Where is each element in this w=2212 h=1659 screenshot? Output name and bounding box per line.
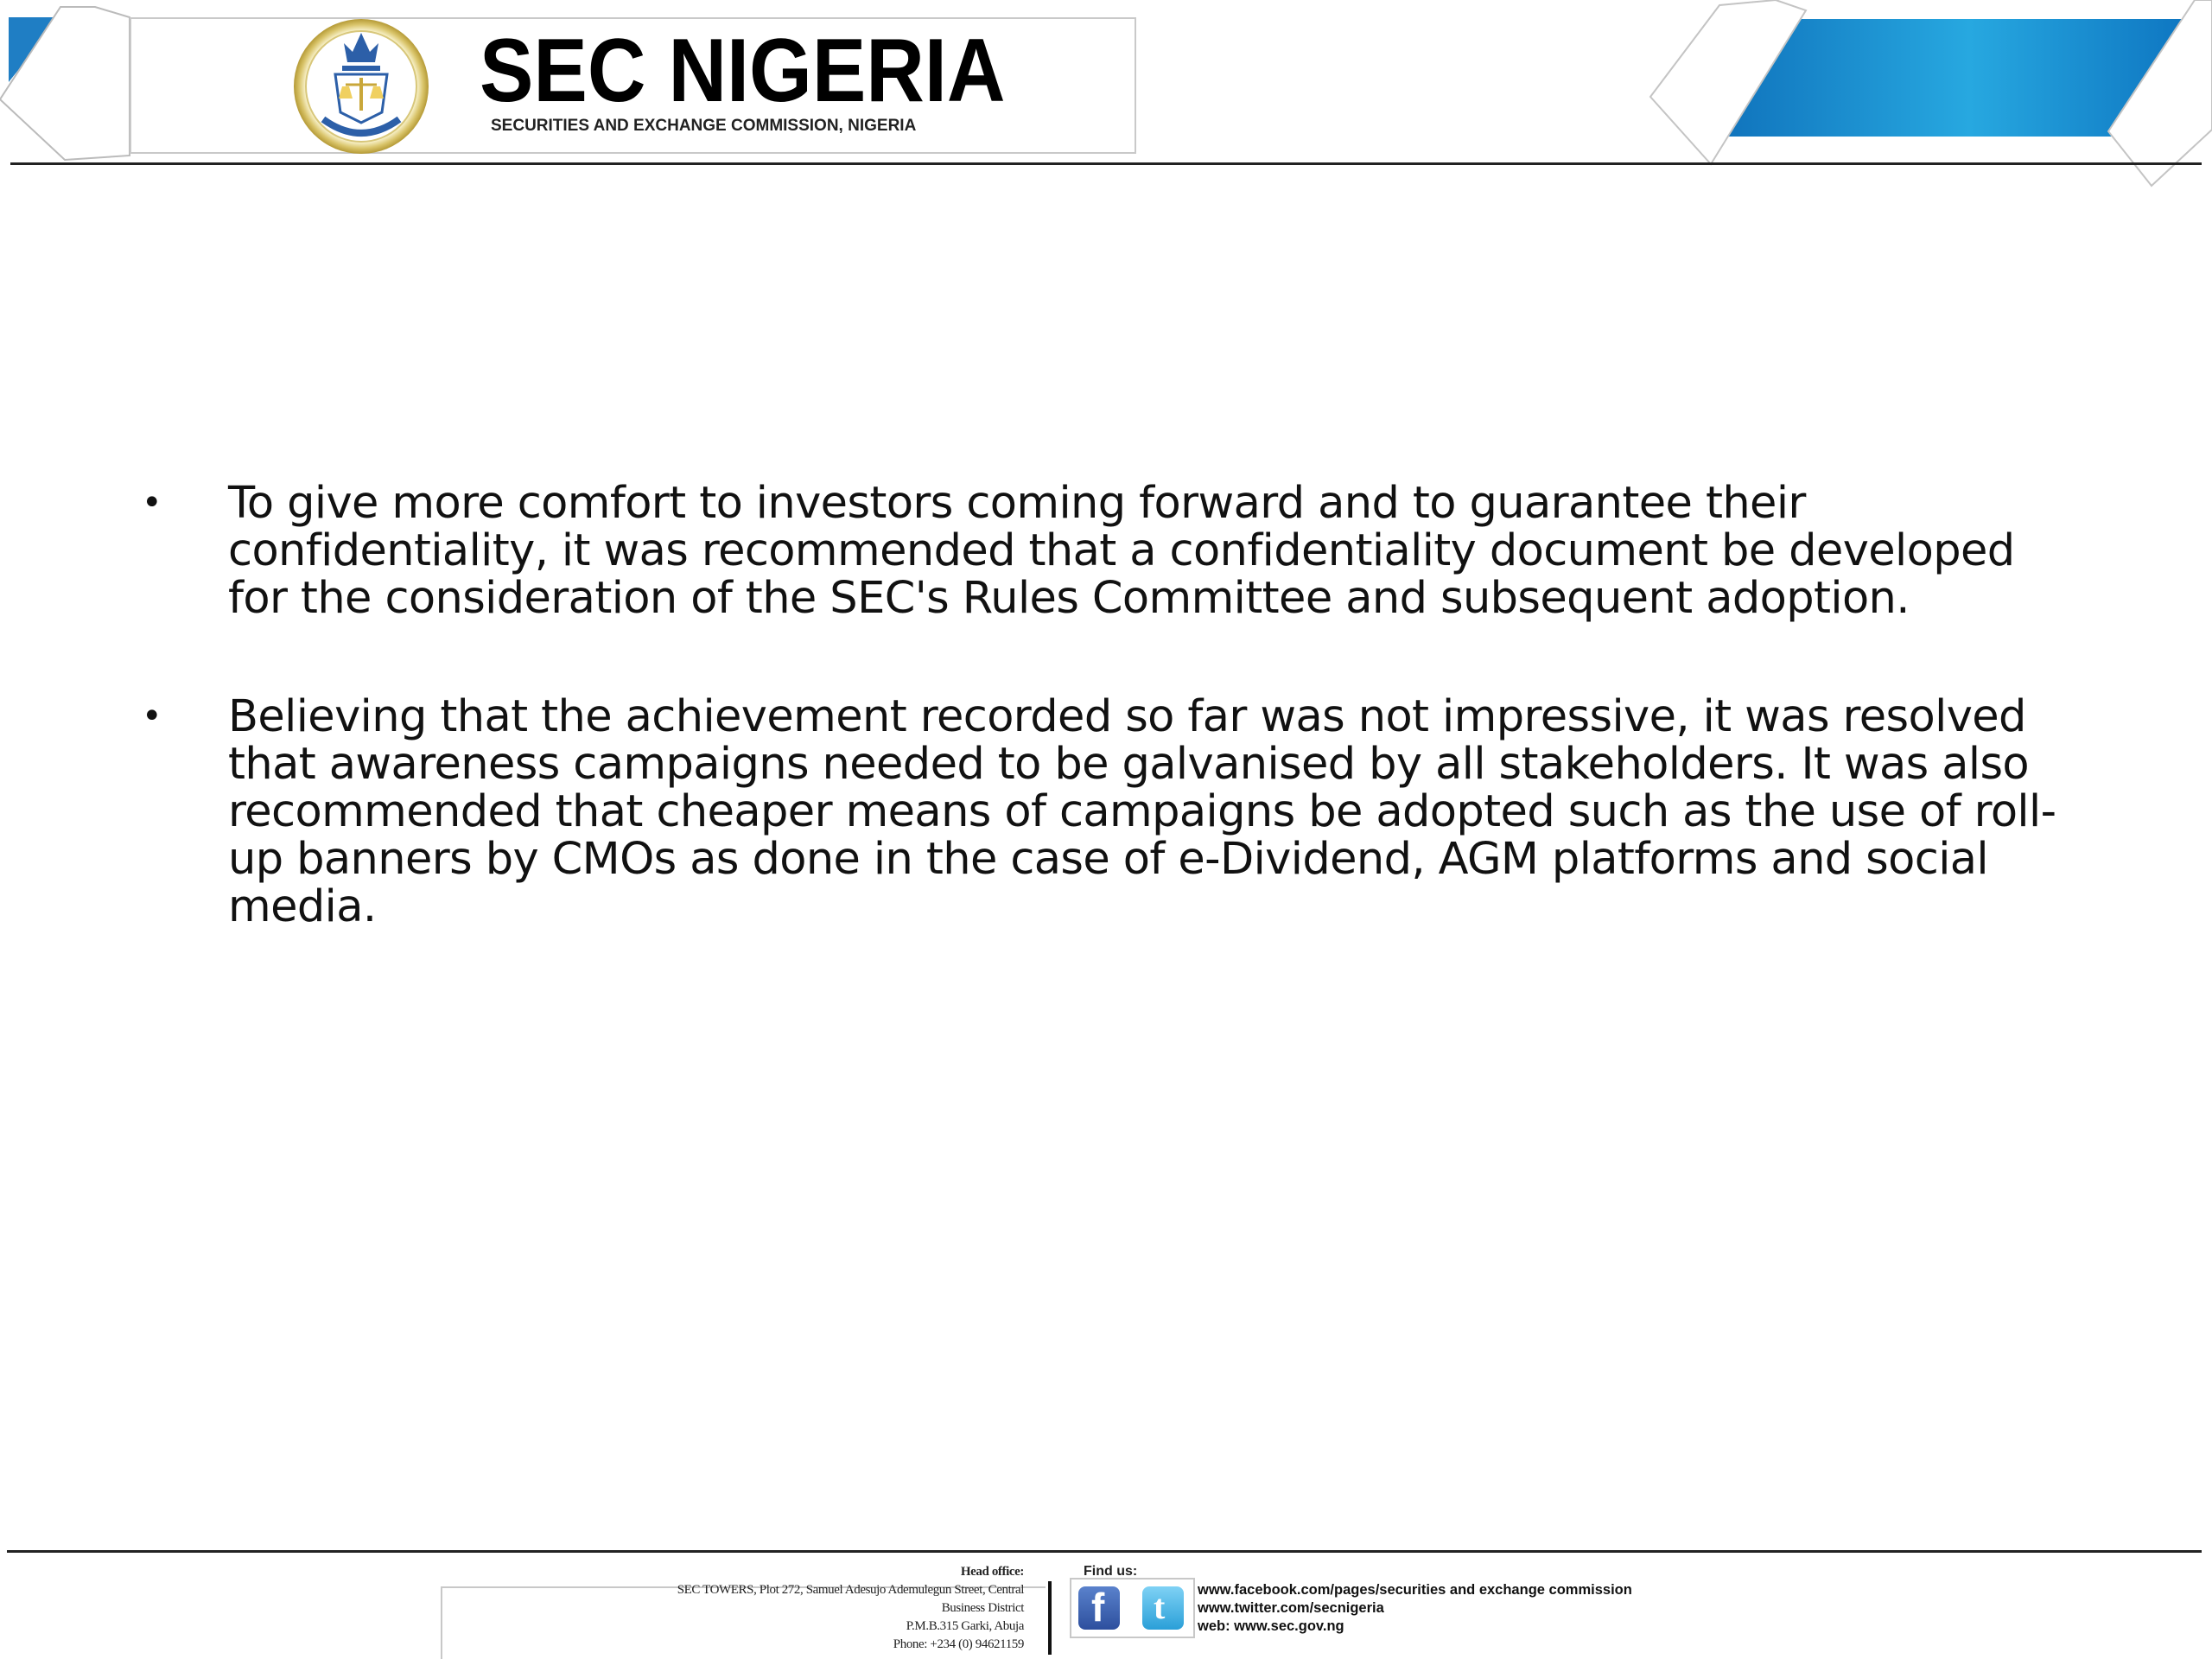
bullet-item (138, 693, 2074, 931)
slide-body (138, 480, 2074, 931)
head-office-line: Business District (941, 1601, 1024, 1615)
brand-title: SEC NIGERIA (480, 21, 1006, 121)
footer-vertical-divider (1048, 1581, 1052, 1655)
head-office-title: Head office: (960, 1565, 1024, 1579)
bullet-marker: • (142, 696, 162, 736)
header-divider (10, 162, 2202, 165)
facebook-link[interactable]: www.facebook.com/pages/securities and exchange commission (1198, 1582, 1632, 1598)
find-us-label: Find us: (1084, 1564, 1138, 1579)
head-office-line: SEC TOWERS, Plot 272, Samuel Adesujo Ademulegun Street, Central (677, 1583, 1024, 1597)
page-header (0, 0, 2212, 190)
footer-divider (7, 1550, 2202, 1553)
header-right-decoration (1555, 0, 2212, 190)
head-office-address (677, 1563, 1024, 1654)
bullet-text: To give more comfort to investors coming forward and to guarantee their confidentiality, it was recommended that a confidentiality document be developed for the consideration of the SEC's Rules Committee and subsequent adoption. (228, 478, 2015, 624)
twitter-link[interactable]: www.twitter.com/secnigeria (1198, 1600, 1384, 1616)
bullet-item (138, 480, 2074, 622)
head-office-line: P.M.B.315 Garki, Abuja (906, 1619, 1024, 1633)
bullet-marker: • (142, 483, 162, 523)
brand-subtitle: SECURITIES AND EXCHANGE COMMISSION, NIGERIA (491, 117, 917, 135)
website-link[interactable]: web: www.sec.gov.ng (1198, 1618, 1344, 1634)
social-links (1198, 1581, 1632, 1636)
bullet-text: Believing that the achievement recorded so far was not impressive, it was resolved that awareness campaigns needed to be galvanised by all stakeholders. It was also recommended that cheaper means of campaigns be adopted such as the use of roll-up banners by CMOs as done in the case of e-Dividend, AGM platforms and social media. (228, 691, 2056, 932)
facebook-icon[interactable]: f (1078, 1586, 1120, 1630)
twitter-icon[interactable]: t (1142, 1586, 1184, 1630)
page-footer (0, 1555, 2212, 1659)
head-office-line: Phone: +234 (0) 94621159 (893, 1637, 1024, 1651)
sec-seal-icon (292, 17, 430, 156)
header-left-decoration (0, 0, 147, 173)
